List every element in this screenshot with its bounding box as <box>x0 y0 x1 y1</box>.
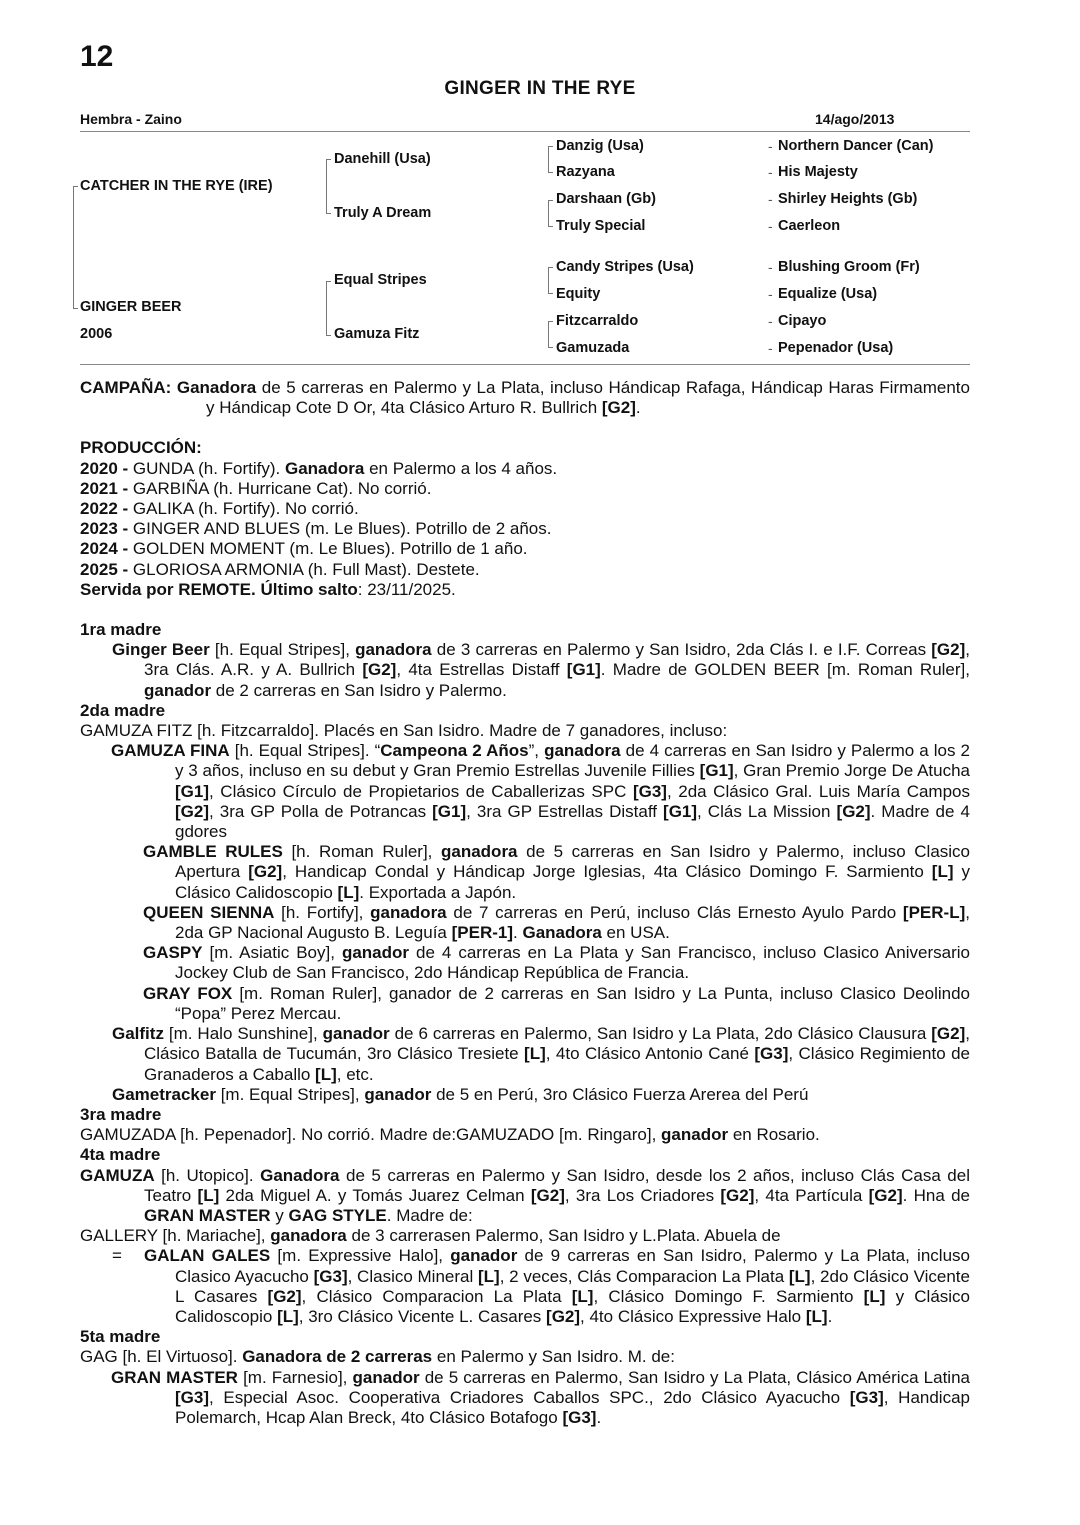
ped-g4: Caerleon <box>778 218 841 234</box>
bold-segment: ganador <box>352 1367 420 1387</box>
text-segment: , Clásico Batalla de Tucumán, 3ro Clásico Tresiete <box>144 1024 970 1064</box>
ped-sss: Danzig (Usa) <box>556 138 644 154</box>
bold-segment: [G2] <box>530 1185 565 1205</box>
prod-text: GINGER AND BLUES (m. Le Blues). Potrillo de 2 años. <box>128 519 552 539</box>
bold-segment: [G2] <box>720 1185 755 1205</box>
bold-segment: [L] <box>315 1064 337 1084</box>
bracket-tick <box>548 200 553 201</box>
m4-gallery <box>80 1226 970 1246</box>
bold-segment: [G2] <box>931 1024 966 1044</box>
bold-segment: [G3] <box>562 1407 597 1427</box>
dash: - <box>768 313 773 329</box>
servida-stallion: REMOTE <box>178 579 251 599</box>
campana-label: CAMPAÑA: <box>80 378 172 397</box>
dam-dam: Gamuza Fitz <box>334 326 420 342</box>
text-segment: 2da Miguel A. y Tomás Juarez Celman <box>219 1185 531 1205</box>
bold-segment: GAMUZA FINA <box>111 741 230 761</box>
bold-segment: QUEEN SIENNA <box>143 902 275 922</box>
bold-segment: GAMUZA <box>80 1165 155 1185</box>
m4-gamuza <box>80 1166 970 1227</box>
dash: - <box>768 164 773 180</box>
sire-dam: Truly A Dream <box>334 205 432 221</box>
produccion-item <box>80 560 970 580</box>
text-segment: , 4to Clásico Expressive Halo <box>580 1306 806 1326</box>
text-segment: [h. Fortify], <box>274 902 371 922</box>
campana-end: . <box>635 398 641 418</box>
text-segment: [h. Utopico]. <box>154 1165 261 1185</box>
produccion-label <box>80 438 970 458</box>
equals-mark: = <box>112 1246 122 1266</box>
produccion-item <box>80 459 970 479</box>
m3-c: en Rosario. <box>728 1125 820 1145</box>
dam-year: 2006 <box>80 326 113 342</box>
bold-segment: Ganadora <box>260 1165 340 1185</box>
ped-dds: Fitzcarraldo <box>556 313 639 329</box>
text-segment: y <box>270 1205 289 1225</box>
m1-f: , 3ra Clás. A.R. y A. Bullrich <box>144 640 970 680</box>
m2-queen <box>80 903 970 943</box>
prod-year: 2020 - <box>80 458 129 478</box>
dash: - <box>768 340 773 356</box>
text-segment: y Clásico Calidoscopio <box>175 862 970 902</box>
m1-paragraph <box>80 640 970 701</box>
ped-sdd: Truly Special <box>556 218 646 234</box>
text-segment: [m. Farnesio], <box>237 1367 353 1387</box>
text-segment: , Gran Premio Jorge De Atucha <box>733 761 970 781</box>
bold-segment: [G3] <box>313 1266 348 1286</box>
text-segment: de 5 carreras en Palermo y San Isidro, desde los 2 años, incluso Clás Casa del Teatro <box>144 1165 970 1205</box>
bold-segment: GALAN GALES <box>144 1246 271 1266</box>
bracket-tick <box>73 186 78 187</box>
sex-color: Hembra - Zaino <box>80 111 182 127</box>
text-segment: . Madre de: <box>386 1205 473 1225</box>
m2-gray <box>80 984 970 1024</box>
page-number: 12 <box>80 40 114 73</box>
text-segment: , 3ra GP Polla de Potrancas <box>209 801 433 821</box>
text-segment: de 4 carreras en San Isidro y Palermo a los 2 y 3 años, incluso en su debut y Gran Premio Estrellas Juvenile Fillies <box>175 741 971 781</box>
bold-segment: [L] <box>863 1286 886 1306</box>
prod-text: GOLDEN MOMENT (m. Le Blues). Potrillo de 1 año. <box>128 539 528 559</box>
campana-text: de 5 carreras en Palermo y La Plata, incluso Hándicap Rafaga, Hándicap Haras Firmamento y Hándicap Cote D Or, 4ta Clásico Arturo R. Bullrich <box>206 378 970 418</box>
m1-c: ganadora <box>355 640 432 660</box>
text-segment: de 9 carreras en San Isidro, Palermo y La Plata, incluso Clasico Ayacucho <box>175 1246 970 1286</box>
ped-g4: Cipayo <box>778 313 827 329</box>
bold-segment: Ganadora <box>522 923 602 943</box>
dam-sire: Equal Stripes <box>334 272 427 288</box>
text-segment: [m. Asiatic Boy], <box>202 943 342 963</box>
m1-b: [h. Equal Stripes], <box>209 640 356 660</box>
text-segment: , Handicap Condal y Hándicap Jorge Iglesias, 4ta Clásico Domingo F. Sarmiento <box>282 862 932 882</box>
bold-segment: [L] <box>478 1266 500 1286</box>
m5-gran <box>80 1368 970 1429</box>
body-text <box>80 378 970 1428</box>
ped-dss: Candy Stripes (Usa) <box>556 259 694 275</box>
bold-segment: [G2] <box>546 1306 581 1326</box>
bold-segment: [G2] <box>175 801 209 821</box>
produccion-item <box>80 539 970 559</box>
text-segment: [m. Expressive Halo], <box>270 1246 451 1266</box>
text-segment: en Palermo y San Isidro. M. de: <box>432 1347 675 1367</box>
bracket-tick <box>326 335 331 336</box>
m3-a: GAMUZADA [h. Pepenador]. No corrió. Madre de:GAMUZADO [m. Ringaro], <box>80 1125 662 1145</box>
sire-sire: Danehill (Usa) <box>334 151 431 167</box>
dam: GINGER BEER <box>80 299 182 315</box>
m4-heading: 4ta madre <box>80 1145 161 1165</box>
spacer <box>80 600 970 620</box>
servida-line <box>80 580 970 600</box>
text-segment: [m. Roman Ruler], ganador de 2 carreras en San Isidro y La Punta, incluso Clasico Deolindo “Popa” Perez Mercau. <box>175 983 970 1023</box>
bracket-line <box>326 281 327 335</box>
servida-c: . <box>251 579 261 599</box>
spacer <box>80 418 970 438</box>
bold-segment: [G1] <box>663 801 698 821</box>
bracket-tick <box>548 347 553 348</box>
bold-segment: ganador <box>364 1084 432 1104</box>
bracket-tick <box>548 321 553 322</box>
text-segment: GAG [h. El Virtuoso]. <box>80 1347 243 1367</box>
m2-intro: GAMUZA FITZ [h. Fitzcarraldo]. Placés en San Isidro. Madre de 7 ganadores, incluso: <box>80 721 728 741</box>
prod-text: GLORIOSA ARMONIA (h. Full Mast). Destete. <box>128 559 480 579</box>
bold-segment: ganadora <box>370 902 447 922</box>
m5-label <box>80 1327 970 1347</box>
bracket-line <box>548 200 549 226</box>
text-segment: [h. Roman Ruler], <box>282 842 441 862</box>
ped-g4: Equalize (Usa) <box>778 286 878 302</box>
text-segment: , 3ro Clásico Vicente L. Casares <box>298 1306 547 1326</box>
m2-fina <box>80 741 970 842</box>
prod-bold: Ganadora <box>285 458 365 478</box>
bold-segment: [L] <box>277 1306 299 1326</box>
bold-segment: [L] <box>197 1185 220 1205</box>
ped-sds: Darshaan (Gb) <box>556 191 656 207</box>
text-segment: de 7 carreras en Perú, incluso Clás Ernesto Ayulo Pardo <box>446 902 903 922</box>
bold-segment: [PER-L] <box>902 902 966 922</box>
text-segment: . <box>596 1407 602 1427</box>
m1-heading: 1ra madre <box>80 620 162 640</box>
text-segment: , 2da Clásico Gral. Luis María Campos <box>666 781 970 801</box>
text-segment: , Clásico Comparacion La Plata <box>301 1286 572 1306</box>
top-rule <box>80 131 970 132</box>
bold-segment: [G3] <box>849 1387 884 1407</box>
text-segment: de 5 en Perú, 3ro Clásico Fuerza Arerea del Perú <box>431 1084 809 1104</box>
dash: - <box>768 286 773 302</box>
bold-segment: [G1] <box>175 781 209 801</box>
text-segment: , 4to Clásico Antonio Cané <box>545 1044 755 1064</box>
bold-segment: [G2] <box>868 1185 903 1205</box>
text-segment: , 3ra Los Criadores <box>564 1185 721 1205</box>
text-segment: , 2da GP Nacional Augusto B. Leguía <box>175 902 970 943</box>
bold-segment: [L] <box>931 862 954 882</box>
text-segment: . Exportada a Japón. <box>359 882 517 902</box>
bold-segment: GAG STYLE <box>288 1205 387 1225</box>
m1-h: , 4ta Estrellas Distaff <box>396 660 567 680</box>
text-segment: . <box>513 923 523 943</box>
bottom-rule <box>80 364 970 365</box>
bold-segment: Campeona 2 Años <box>380 741 529 761</box>
text-segment: , Clás La Mission <box>697 801 837 821</box>
m3-paragraph <box>80 1125 970 1145</box>
produccion-heading: PRODUCCIÓN: <box>80 438 202 458</box>
produccion-item <box>80 519 970 539</box>
bold-segment: [G1] <box>699 761 734 781</box>
m1-label <box>80 620 970 640</box>
bold-segment: [G3] <box>175 1387 209 1407</box>
text-segment: . <box>827 1306 833 1326</box>
bold-segment: [PER-1] <box>451 923 514 943</box>
m2-galfitz <box>80 1024 970 1085</box>
prod-year: 2021 - <box>80 478 129 498</box>
bracket-tick <box>548 226 553 227</box>
dash: - <box>768 259 773 275</box>
m2-heading: 2da madre <box>80 700 166 720</box>
text-segment: , Especial Asoc. Cooperativa Criadores Caballos SPC., 2do Clásico Ayacucho <box>209 1387 850 1407</box>
m2-gaspy <box>80 943 970 983</box>
m4-galan <box>80 1246 970 1327</box>
subheader <box>80 111 1000 127</box>
dash: - <box>768 218 773 234</box>
ped-dsd: Equity <box>556 286 601 302</box>
m5-heading: 5ta madre <box>80 1327 161 1347</box>
bold-segment: ganador <box>341 943 410 963</box>
text-segment: , Clásico Regimiento de Granaderos a Caballo <box>144 1044 970 1084</box>
servida-a: Servida por <box>80 579 179 599</box>
bold-segment: [G3] <box>754 1044 789 1064</box>
m1-j: . Madre de GOLDEN BEER [m. Roman Ruler], <box>600 660 970 680</box>
text-segment: , etc. <box>336 1064 374 1084</box>
bold-segment: ganadora <box>270 1226 347 1246</box>
text-segment: , Handicap Polemarch, Hcap Alan Breck, 4to Clásico Botafogo <box>175 1387 970 1427</box>
text-segment: , 4ta Partícula <box>754 1185 869 1205</box>
text-segment: , Clásico Domingo F. Sarmiento <box>593 1286 864 1306</box>
produccion-item <box>80 479 970 499</box>
produccion-list <box>80 459 970 580</box>
text-segment: , 3ra GP Estrellas Distaff <box>466 801 664 821</box>
m3-heading: 3ra madre <box>80 1104 162 1124</box>
m3-label <box>80 1105 970 1125</box>
prod-year: 2024 - <box>80 539 129 559</box>
bracket-line <box>548 146 549 172</box>
text-segment: . Hna de <box>902 1185 971 1205</box>
ped-g4: Pepenador (Usa) <box>778 340 894 356</box>
bracket-tick <box>548 267 553 268</box>
ped-g4: His Majesty <box>778 164 858 180</box>
ped-g4: Northern Dancer (Can) <box>778 138 934 154</box>
bold-segment: GAMBLE RULES <box>143 842 283 862</box>
bold-segment: Galfitz <box>112 1024 164 1044</box>
bracket-tick <box>326 213 331 214</box>
bold-segment: Ganadora de 2 carreras <box>242 1347 433 1367</box>
bold-segment: ganador <box>450 1246 518 1266</box>
text-segment: , Clasico Mineral <box>347 1266 478 1286</box>
birth-date: 14/ago/2013 <box>815 111 895 127</box>
campana-paragraph <box>80 378 970 418</box>
dash: - <box>768 138 773 154</box>
produccion-item <box>80 499 970 519</box>
grade: [G2] <box>362 660 397 680</box>
dash: - <box>768 191 773 207</box>
bold-segment: [L] <box>337 882 360 902</box>
m4-label <box>80 1145 970 1165</box>
prod-year: 2025 - <box>80 559 129 579</box>
bracket-tick <box>548 172 553 173</box>
text-segment: [h. Equal Stripes]. “ <box>229 741 381 761</box>
sire: CATCHER IN THE RYE (IRE) <box>80 178 273 194</box>
m1-k: ganador <box>144 680 212 700</box>
bold-segment: GRAY FOX <box>143 983 233 1003</box>
m2-gametracker <box>80 1085 970 1105</box>
m4-galan-text <box>144 1246 970 1326</box>
prod-text: GARBIÑA (h. Hurricane Cat). No corrió. <box>128 478 432 498</box>
bold-segment: ganadora <box>544 741 621 761</box>
text-segment: de 5 carreras en San Isidro y Palermo, incluso Clasico Apertura <box>175 842 971 882</box>
bold-segment: ganador <box>322 1024 390 1044</box>
prod-year: 2023 - <box>80 519 129 539</box>
text-segment: de 4 carreras en La Plata y San Francisco, incluso Clasico Aniversario Jockey Club de San Francisco, 2do Hándicap República de Francia. <box>175 943 970 983</box>
bold-segment: GASPY <box>143 943 203 963</box>
bold-segment: GRAN MASTER <box>111 1367 238 1387</box>
ped-g4: Shirley Heights (Gb) <box>778 191 918 207</box>
prod-year: 2022 - <box>80 499 129 519</box>
m1-d: de 3 carreras en Palermo y San Isidro, 2da Clás I. e I.F. Correas <box>431 640 932 660</box>
bracket-tick <box>73 308 78 309</box>
m2-gamble <box>80 842 970 903</box>
ped-g4: Blushing Groom (Fr) <box>778 259 920 275</box>
bracket-tick <box>326 159 331 160</box>
campana-bold: Ganadora <box>176 378 257 397</box>
bold-segment: Gametracker <box>112 1084 216 1104</box>
text-segment: y Clásico Calidoscopio <box>175 1286 971 1326</box>
text-segment: en USA. <box>601 923 670 943</box>
text-segment: , 2 veces, Clás Comparacion La Plata <box>499 1266 789 1286</box>
bracket-tick <box>548 146 553 147</box>
text-segment: de 5 carreras en Palermo, San Isidro y La Plata, Clásico América Latina <box>419 1367 970 1387</box>
text-segment: , 2do Clásico Vicente L Casares <box>175 1266 970 1306</box>
servida-date: : 23/11/2025. <box>357 579 456 599</box>
text-segment: de 3 carrerasen Palermo, San Isidro y L.Plata. Abuela de <box>346 1226 781 1246</box>
prod-text: GUNDA (h. Fortify). <box>128 458 285 478</box>
grade: [G2] <box>601 398 636 418</box>
bold-segment: [L] <box>788 1266 811 1286</box>
bold-segment: [L] <box>571 1286 594 1306</box>
m2-label <box>80 701 970 721</box>
bracket-line <box>73 186 74 308</box>
bold-segment: [L] <box>805 1306 828 1326</box>
bracket-line <box>548 267 549 293</box>
text-segment: GALLERY [h. Mariache], <box>80 1226 271 1246</box>
bold-segment: [G3] <box>632 781 667 801</box>
text-segment: [m. Equal Stripes], <box>215 1084 365 1104</box>
grade: [G2] <box>931 640 966 660</box>
bracket-line <box>548 321 549 347</box>
m5-gag <box>80 1347 970 1367</box>
bold-segment: GRAN MASTER <box>144 1205 271 1225</box>
bold-segment: ganadora <box>441 842 518 862</box>
text-segment: , Clásico Círculo de Propietarios de Caballerizas SPC <box>209 781 633 801</box>
bold-segment: [G2] <box>836 801 871 821</box>
bold-segment: [G2] <box>267 1286 302 1306</box>
text-segment: . Madre de 4 gdores <box>175 801 970 842</box>
bracket-line <box>326 159 327 213</box>
m1-l: de 2 carreras en San Isidro y Palermo. <box>211 680 507 700</box>
text-segment: de 6 carreras en Palermo, San Isidro y La Plata, 2do Clásico Clausura <box>389 1024 932 1044</box>
m1-a: Ginger Beer <box>112 640 210 660</box>
bracket-tick <box>326 281 331 282</box>
prod-text: GALIKA (h. Fortify). No corrió. <box>128 499 359 519</box>
m3-b: ganador <box>661 1125 729 1145</box>
bold-segment: [L] <box>524 1044 546 1064</box>
bracket-tick <box>548 293 553 294</box>
prod-rest: en Palermo a los 4 años. <box>364 458 558 478</box>
bold-segment: [G2] <box>248 862 283 882</box>
text-segment: ”, <box>528 741 545 761</box>
horse-name: GINGER IN THE RYE <box>444 78 636 99</box>
ped-ssd: Razyana <box>556 164 615 180</box>
bold-segment: [G1] <box>432 801 467 821</box>
ped-ddd: Gamuzada <box>556 340 630 356</box>
servida-d: Último salto <box>260 579 358 599</box>
text-segment: [m. Halo Sunshine], <box>163 1024 323 1044</box>
grade: [G1] <box>566 660 601 680</box>
